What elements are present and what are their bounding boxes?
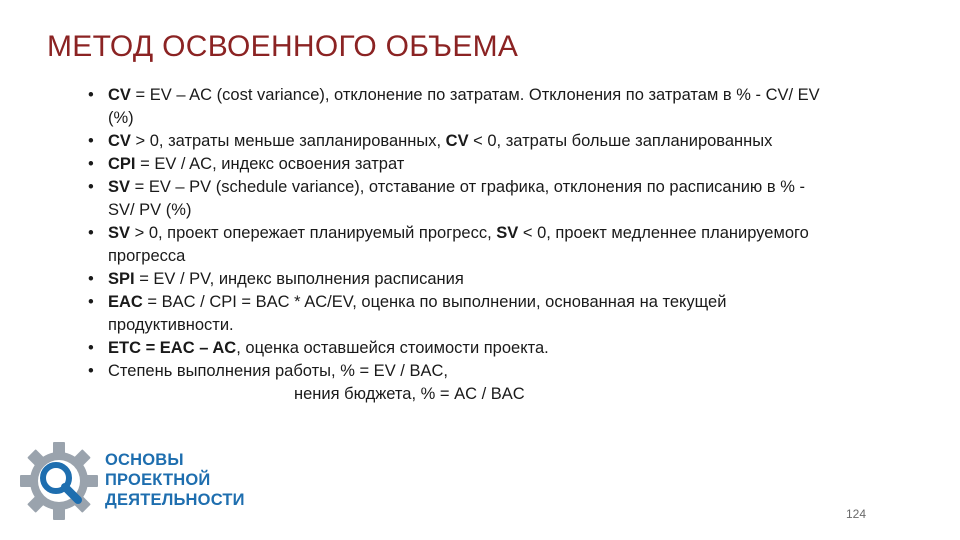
page-number: 124 <box>846 507 867 521</box>
bullet-text: > 0, затраты меньше запланированных, <box>130 132 446 150</box>
bullet-text: < 0, затраты больше запланированных <box>468 132 773 150</box>
bullet-item <box>88 130 828 153</box>
bullet-item <box>88 360 828 383</box>
bullet-dot: • <box>88 270 94 288</box>
term: ETC = EAC – AC <box>108 339 237 357</box>
logo-line-2: ПРОЕКТНОЙ <box>105 471 211 489</box>
bullet-item <box>88 176 828 222</box>
slide-title: МЕТОД ОСВОЕННОГО ОБЪЕМА <box>47 30 519 63</box>
bullet-text: = BAC / CPI = BAC * AC/EV, оценка по выполнении, основанная на текущей продуктивности. <box>108 293 727 334</box>
bullet-text: = EV / AC, индекс освоения затрат <box>135 155 405 173</box>
bullet-dot: • <box>88 339 94 357</box>
bullet-dot: • <box>88 224 94 242</box>
term: SPI <box>108 270 135 288</box>
bullet-text: = EV – AC (cost variance), отклонение по затратам. Отклонения по затратам в % - CV/ EV (%) <box>108 86 820 127</box>
bullet-dot: • <box>88 155 94 173</box>
term: SV <box>108 224 131 242</box>
term: CV <box>108 86 131 104</box>
logo-text <box>105 450 245 510</box>
bullet-dot: • <box>88 178 94 196</box>
bullet-item-partial <box>88 383 828 406</box>
bullet-dot: • <box>88 362 94 380</box>
bullet-text: = EV / PV, индекс выполнения расписания <box>134 270 464 288</box>
bullet-item <box>88 153 828 176</box>
gear-magnifier-icon <box>18 440 100 522</box>
term: CPI <box>108 155 136 173</box>
term: SV <box>496 224 519 242</box>
bullet-text: = EV – PV (schedule variance), отставание от графика, отклонения по расписанию в % - SV/ PV (%) <box>108 178 805 219</box>
logo-line-1: ОСНОВЫ <box>105 451 184 469</box>
term: CV <box>445 132 469 150</box>
bullet-item <box>88 84 828 130</box>
bullet-text: < 0, проект медленнее планируемого прогресса <box>108 224 809 265</box>
logo-line-3: ДЕЯТЕЛЬНОСТИ <box>105 491 245 509</box>
bullet-item <box>88 222 828 268</box>
bullet-text: Степень выполнения работы, % = EV / BAC, <box>108 362 448 380</box>
bullet-dot: • <box>88 293 94 311</box>
bullet-item <box>88 291 828 337</box>
logo <box>18 440 244 520</box>
term: EAC <box>108 293 143 311</box>
bullet-text: , оценка оставшейся стоимости проекта. <box>236 339 549 357</box>
bullet-dot: • <box>88 132 94 150</box>
bullet-text: > 0, проект опережает планируемый прогресс, <box>130 224 497 242</box>
slide-content <box>88 84 828 406</box>
term: SV <box>108 178 131 196</box>
bullet-item <box>88 268 828 291</box>
bullet-dot: • <box>88 86 94 104</box>
bullet-list <box>88 84 828 406</box>
bullet-text: нения бюджета, % = AC / BAC <box>294 385 525 403</box>
term: CV <box>108 132 131 150</box>
bullet-item <box>88 337 828 360</box>
